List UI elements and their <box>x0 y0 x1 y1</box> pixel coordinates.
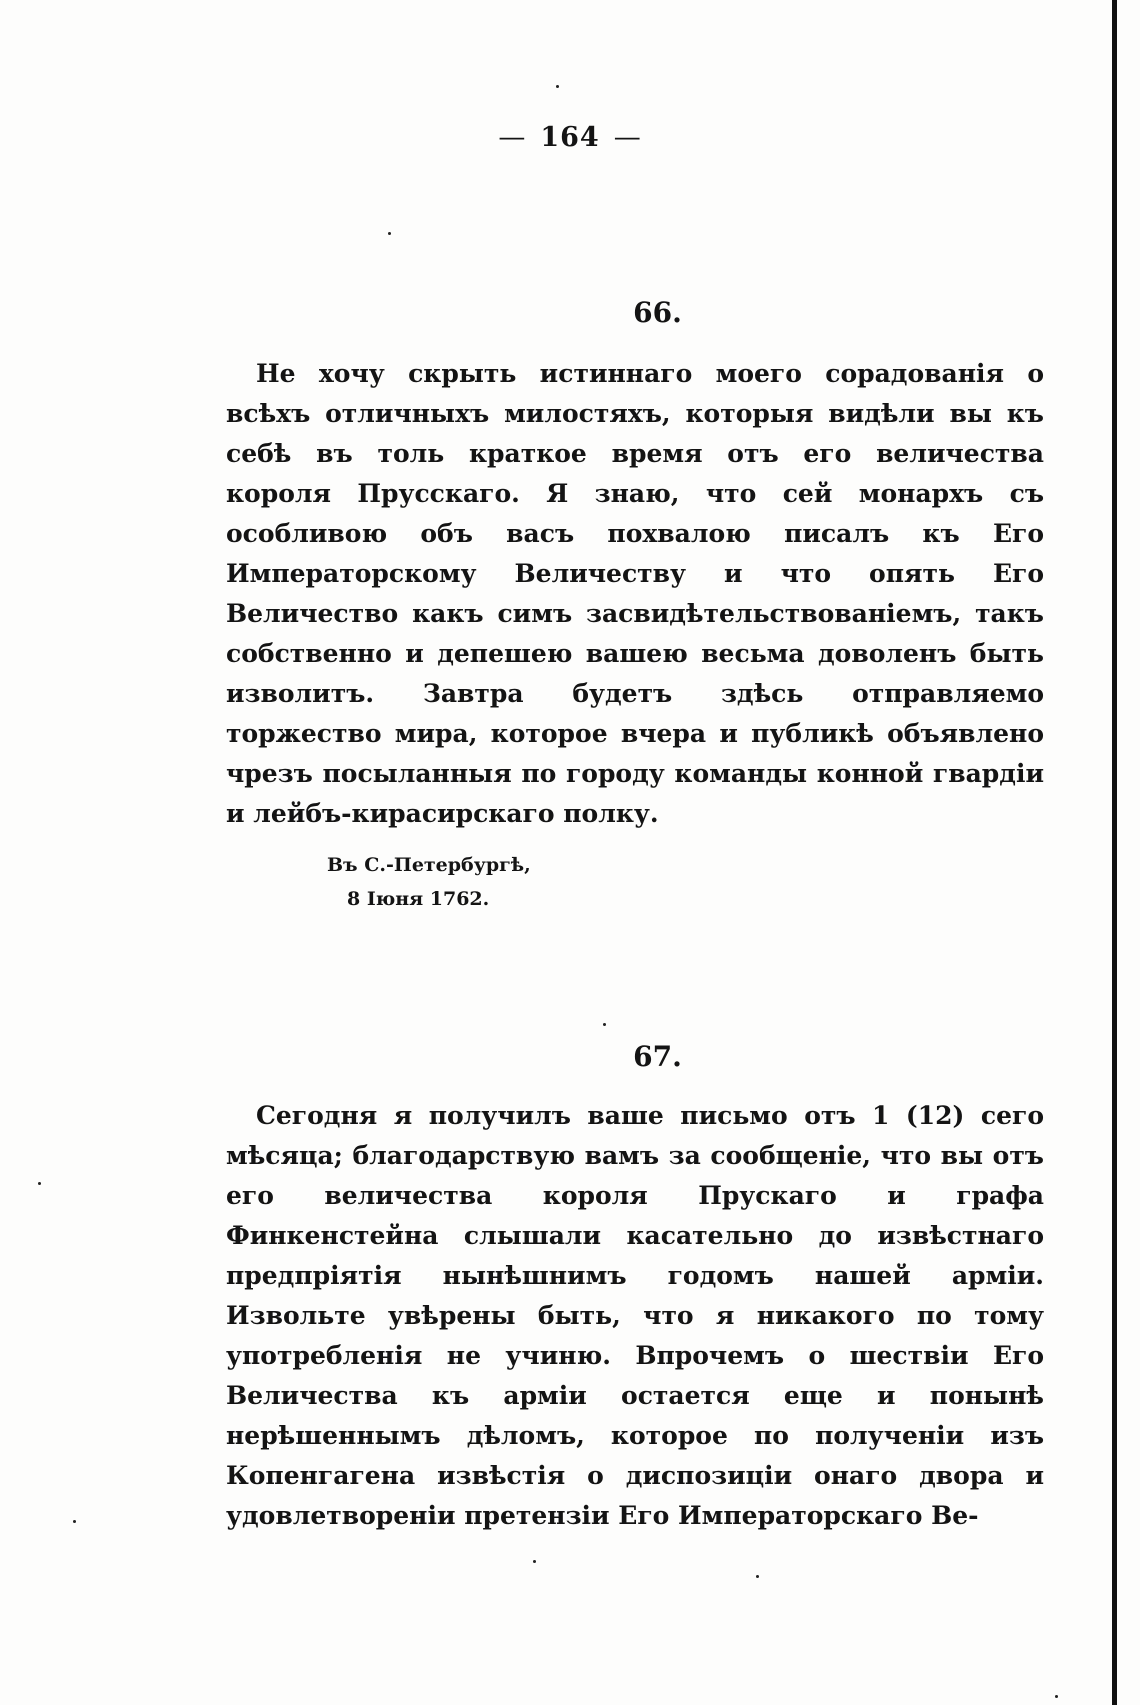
scan-speck <box>756 1575 759 1578</box>
letter-number-67: 67. <box>633 1040 682 1073</box>
letter-66-date: 8 Іюня 1762. <box>347 888 490 910</box>
scan-speck <box>556 85 559 88</box>
scan-speck <box>533 1560 536 1563</box>
page-number: 164 <box>540 122 600 153</box>
page-number-header <box>0 122 1140 153</box>
scan-speck <box>73 1520 76 1523</box>
page-number-dash-right: — <box>613 122 642 153</box>
scan-speck <box>38 1182 41 1185</box>
letter-66-body: Не хочу скрыть истиннаго моего сорадованія о всѣхъ отличныхъ милостяхъ, которыя видѣли вы къ себѣ въ толь краткое время отъ его величества короля Прусскаго. Я знаю, что сей монархъ съ особливою объ васъ похвалою писалъ къ Его Императорскому Величеству и что опять Его Величество какъ симъ засвидѣтельствованіемъ, такъ собственно и депешею вашею весьма доволенъ быть изволитъ. Завтра будетъ здѣсь отправляемо торжество мира, которое вчера и публикѣ объявлено чрезъ посыланныя по городу команды конной гвардіи и лейбъ-кирасирскаго полку. <box>226 359 1044 828</box>
letter-number-66: 66. <box>633 296 682 329</box>
page-edge-line <box>1112 0 1117 1705</box>
page-number-dash-left: — <box>498 122 527 153</box>
letter-67-body: Сегодня я получилъ ваше письмо отъ 1 (12) сего мѣсяца; благодарствую вамъ за сообщеніе, что вы отъ его величества короля Прускаго и графа Финкенстейна слышали касательно до извѣстнаго предпріятія нынѣшнимъ годомъ нашей арміи. Извольте увѣрены быть, что я никакого по тому употребленія не учиню. Впрочемъ о шествіи Его Величества къ арміи остается еще и понынѣ нерѣшеннымъ дѣломъ, которое по полученіи изъ Копенгагена извѣстія о диспозиціи онаго двора и удовлетвореніи претензіи Его Императорскаго Ве- <box>226 1101 1044 1530</box>
scan-speck <box>388 232 391 235</box>
scan-speck <box>603 1023 606 1026</box>
letter-66-signature <box>327 848 531 916</box>
letter-66-place: Въ С.-Петербургѣ, <box>327 854 531 876</box>
scan-speck <box>1055 1695 1058 1698</box>
